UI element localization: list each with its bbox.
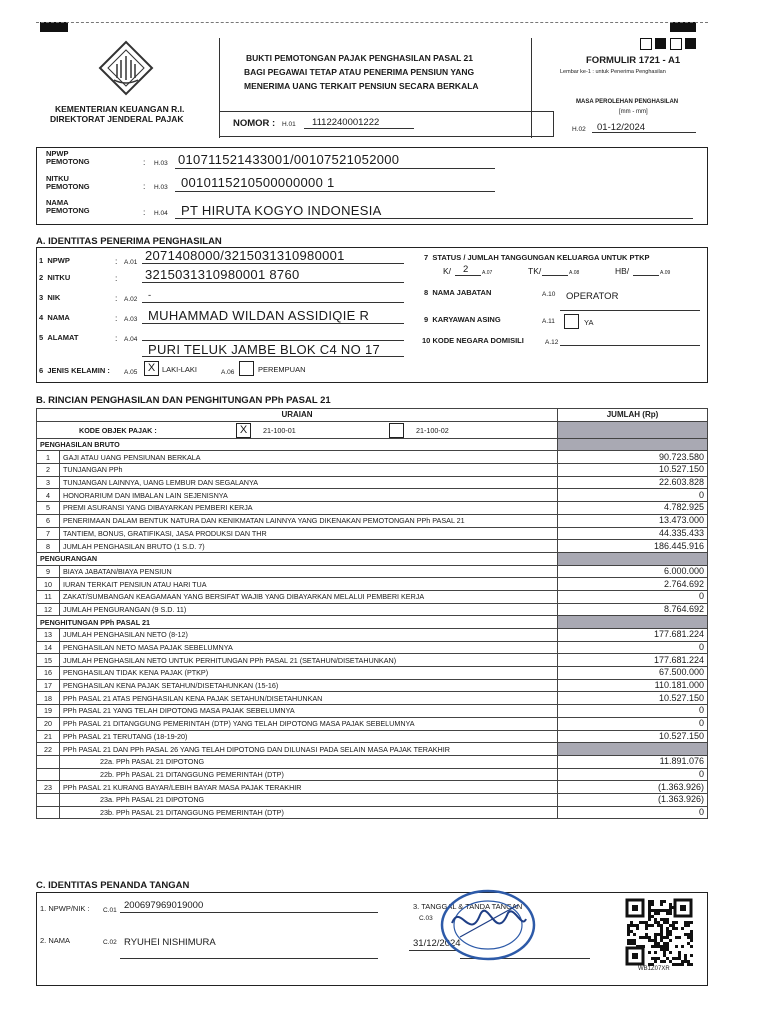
row-number: 11 (37, 590, 60, 603)
nomor-label: NOMOR : (233, 118, 276, 129)
row-value (558, 743, 708, 756)
section-header-row (37, 438, 708, 451)
a5-label: 5 ALAMAT (39, 333, 79, 342)
row-value: 6.000.000 (558, 565, 708, 578)
row-label: TUNJANGAN LAINNYA, UANG LEMBUR DAN SEGALANYA (60, 476, 558, 489)
section-a-box (36, 247, 708, 383)
row-number: 7 (37, 527, 60, 540)
a1-underline (142, 263, 404, 264)
a3-value: - (148, 290, 152, 301)
form-title-2: BAGI PEGAWAI TETAP ATAU PENERIMA PENSIUN YANG (244, 67, 475, 77)
row-label: TUNJANGAN PPh (60, 464, 558, 477)
a9-code: A.11 (542, 318, 555, 325)
row-label: JUMLAH PENGHASILAN BRUTO (1 S.D. 7) (60, 540, 558, 553)
nitku-pemotong-label: NITKU PEMOTONG (46, 174, 90, 191)
row-value: 186.445.916 (558, 540, 708, 553)
form-title-3: MENERIMA UANG TERKAIT PENSIUN SECARA BERKALA (244, 81, 479, 91)
a6-code-2: A.06 (221, 369, 235, 376)
ministry-name: KEMENTERIAN KEUANGAN R.I. (55, 104, 185, 114)
qr-caption: WB1Z07XR (638, 966, 670, 972)
hb-underline (633, 275, 659, 276)
row-label: JUMLAH PENGHASILAN NETO UNTUK PERHITUNGAN PPh PASAL 21 (SETAHUN/DISETAHUNKAN) (60, 654, 558, 667)
row-label: PENERIMAAN DALAM BENTUK NATURA DAN KENIKMATAN LAINNYA YANG DIKENAKAN PEMOTONGAN PPh PASAL 21 (60, 514, 558, 527)
nomor-code: H.01 (282, 121, 296, 128)
row-value: (1.363.926) (558, 793, 708, 806)
row-number (37, 806, 60, 819)
row-number: 10 (37, 578, 60, 591)
row-label: GAJI ATAU UANG PENSIUNAN BERKALA (60, 451, 558, 464)
table-row (37, 679, 708, 692)
perempuan-label: PEREMPUAN (258, 365, 306, 374)
c2-underline (120, 958, 378, 959)
a3-label: 3 NIK (39, 293, 61, 302)
a4-value: MUHAMMAD WILDAN ASSIDIQIE R (148, 308, 370, 323)
kode-21-100-01-checkbox[interactable]: X (236, 423, 251, 438)
table-row (37, 730, 708, 743)
table-row (37, 527, 708, 540)
colon: : (143, 181, 146, 191)
rincian-table (36, 408, 708, 819)
row-label: PPh PASAL 21 DITANGGUNG PEMERINTAH (DTP) YANG TELAH DIPOTONG MASA PAJAK SEBELUMNYA (60, 717, 558, 730)
table-row (37, 667, 708, 680)
nomor-top-line (220, 111, 554, 112)
nomor-value: 1112240001222 (312, 117, 380, 128)
colon: : (143, 207, 146, 217)
row-number: 12 (37, 603, 60, 616)
kode-21-100-01-label: 21-100-01 (263, 425, 296, 435)
table-row (37, 641, 708, 654)
nitku-pemotong-code: H.03 (154, 184, 168, 191)
a2-value: 3215031310980001 8760 (145, 267, 300, 282)
c1-code: C.01 (103, 907, 117, 914)
a10-code: A.12 (545, 339, 559, 346)
karyawan-asing-ya: YA (584, 318, 594, 327)
table-row (37, 578, 708, 591)
a5-value: PURI TELUK JAMBE BLOK C4 NO 17 (148, 342, 380, 357)
nomor-right-border (553, 111, 554, 137)
table-row (37, 540, 708, 553)
a8-label: 8 NAMA JABATAN (424, 288, 492, 297)
row-number (37, 768, 60, 781)
row-number: 2 (37, 464, 60, 477)
table-row (37, 654, 708, 667)
row-label: TANTIEM, BONUS, GRATIFIKASI, JASA PRODUKSI DAN THR (60, 527, 558, 540)
table-row (37, 464, 708, 477)
row-value: 0 (558, 705, 708, 718)
row-label: IURAN TERKAIT PENSIUN ATAU HARI TUA (60, 578, 558, 591)
row-number: 23 (37, 781, 60, 794)
laki-laki-checkbox[interactable]: X (144, 361, 159, 376)
row-number: 1 (37, 451, 60, 464)
section-header: PENGHASILAN BRUTO (37, 438, 558, 451)
a5-underline-2 (142, 356, 404, 357)
hb-code: A.09 (660, 270, 671, 276)
row-value: 13.473.000 (558, 514, 708, 527)
row-label: 23b. PPh PASAL 21 DITANGGUNG PEMERINTAH (DTP) (60, 806, 558, 819)
c2-code: C.02 (103, 939, 117, 946)
a10-label: 10 KODE NEGARA DOMISILI (422, 336, 524, 345)
table-row (37, 565, 708, 578)
row-value: 11.891.076 (558, 755, 708, 768)
row-value: 8.764.692 (558, 603, 708, 616)
table-row (37, 476, 708, 489)
c2-value: RYUHEI NISHIMURA (124, 937, 216, 948)
nama-pemotong-value: PT HIRUTA KOGYO INDONESIA (181, 203, 382, 218)
colon: : (115, 313, 118, 323)
colon: : (143, 157, 146, 167)
kode-objek-label: KODE OBJEK PAJAK : (79, 425, 157, 435)
table-row (37, 806, 708, 819)
k-label: K/ (443, 266, 452, 276)
table-header-row (37, 409, 708, 422)
table-row (37, 590, 708, 603)
row-label: PPh PASAL 21 ATAS PENGHASILAN KENA PAJAK SETAHUN/DISETAHUNKAN (60, 692, 558, 705)
k-value: 2 (463, 264, 469, 275)
masa-sub: [mm - mm] (619, 109, 648, 115)
header-divider-right (531, 38, 532, 138)
table-row (37, 717, 708, 730)
karyawan-asing-checkbox[interactable] (564, 314, 579, 329)
row-number: 13 (37, 629, 60, 642)
row-label: 22a. PPh PASAL 21 DIPOTONG (60, 755, 558, 768)
row-value: 44.335.433 (558, 527, 708, 540)
npwp-pemotong-code: H.03 (154, 160, 168, 167)
row-value: 0 (558, 806, 708, 819)
nitku-pemotong-value: 0010115210500000000 1 (181, 175, 335, 190)
kode-21-100-02-checkbox[interactable] (389, 423, 404, 438)
colon: : (115, 273, 118, 283)
shade-cell (558, 438, 708, 451)
masa-label: MASA PEROLEHAN PENGHASILAN (576, 99, 679, 105)
table-row (37, 514, 708, 527)
table-row (37, 781, 708, 794)
a4-code: A.03 (124, 316, 138, 323)
row-value: 10.527.150 (558, 692, 708, 705)
row-value: 177.681.224 (558, 654, 708, 667)
shade-cell (558, 616, 708, 629)
row-value: 0 (558, 590, 708, 603)
c1-label: 1. NPWP/NIK : (40, 904, 90, 913)
row-number: 3 (37, 476, 60, 489)
row-value: 4.782.925 (558, 502, 708, 515)
c2-label: 2. NAMA (40, 936, 71, 945)
row-number: 18 (37, 692, 60, 705)
row-label: PENGHASILAN KENA PAJAK SETAHUN/DISETAHUNKAN (15-16) (60, 679, 558, 692)
row-label: JUMLAH PENGURANGAN (9 S.D. 11) (60, 603, 558, 616)
qr-code (625, 898, 693, 966)
form-box-marks (640, 38, 700, 50)
table-row (37, 603, 708, 616)
a2-underline (142, 282, 404, 283)
shade-cell (558, 552, 708, 565)
table-row (37, 489, 708, 502)
row-number: 8 (37, 540, 60, 553)
header-divider-left (219, 38, 220, 138)
kode-objek-cell (37, 421, 558, 438)
form-name: FORMULIR 1721 - A1 (586, 55, 681, 66)
signature-date: 31/12/2024 (413, 938, 461, 949)
table-row (37, 692, 708, 705)
a1-code: A.01 (124, 259, 138, 266)
row-number: 16 (37, 667, 60, 680)
row-label: JUMLAH PENGHASILAN NETO (8-12) (60, 629, 558, 642)
a1-label: 1 NPWP (39, 256, 70, 265)
row-number: 14 (37, 641, 60, 654)
a9-label: 9 KARYAWAN ASING (424, 315, 501, 324)
a1-value: 2071408000/3215031310980001 (145, 248, 345, 263)
row-value: 10.527.150 (558, 730, 708, 743)
row-number (37, 793, 60, 806)
row-number: 19 (37, 705, 60, 718)
row-label: 22b. PPh PASAL 21 DITANGGUNG PEMERINTAH (DTP) (60, 768, 558, 781)
masa-value: 01-12/2024 (597, 122, 646, 133)
c3-code: C.03 (419, 915, 433, 922)
form-subtitle: Lembar ke-1 : untuk Penerima Penghasilan (560, 69, 666, 75)
row-label: BIAYA JABATAN/BIAYA PENSIUN (60, 565, 558, 578)
npwp-pemotong-underline (175, 168, 495, 169)
table-row (37, 705, 708, 718)
table-row (37, 451, 708, 464)
kode-objek-row (37, 421, 708, 438)
signature-stamp (438, 885, 538, 965)
row-number (37, 755, 60, 768)
row-label: PPh PASAL 21 TERUTANG (18-19-20) (60, 730, 558, 743)
colon: : (115, 293, 118, 303)
row-label: PENGHASILAN NETO MASA PAJAK SEBELUMNYA (60, 641, 558, 654)
table-row (37, 502, 708, 515)
row-number: 17 (37, 679, 60, 692)
tk-label: TK/ (528, 266, 542, 276)
kode-objek-shade (558, 421, 708, 438)
row-number: 22 (37, 743, 60, 756)
row-value: 0 (558, 717, 708, 730)
section-header-row (37, 616, 708, 629)
nitku-pemotong-underline (175, 191, 495, 192)
row-value: 90.723.580 (558, 451, 708, 464)
tk-code: A.08 (569, 270, 580, 276)
section-header: PENGHITUNGAN PPh PASAL 21 (37, 616, 558, 629)
row-number: 6 (37, 514, 60, 527)
a8-value: OPERATOR (566, 291, 619, 302)
form-title-1: BUKTI PEMOTONGAN PAJAK PENGHASILAN PASAL 21 (246, 53, 474, 63)
row-value: 10.527.150 (558, 464, 708, 477)
row-number: 5 (37, 502, 60, 515)
c1-value: 200697969019000 (124, 900, 204, 911)
a2-label: 2 NITKU (39, 273, 71, 282)
section-a-title: A. IDENTITAS PENERIMA PENGHASILAN (36, 236, 222, 247)
corner-mark-right (670, 22, 696, 32)
row-label: PENGHASILAN TIDAK KENA PAJAK (PTKP) (60, 667, 558, 680)
section-b-title: B. RINCIAN PENGHASILAN DAN PENGHITUNGAN PPh PASAL 21 (36, 395, 331, 406)
hb-label: HB/ (615, 266, 630, 276)
a4-underline (142, 323, 404, 324)
k-underline (455, 275, 481, 276)
directorate-name: DIREKTORAT JENDERAL PAJAK (50, 114, 184, 124)
k-code: A.07 (482, 270, 493, 276)
a7-label: 7 STATUS / JUMLAH TANGGUNGAN KELUARGA UNTUK PTKP (424, 253, 650, 262)
a4-label: 4 NAMA (39, 313, 70, 322)
table-row (37, 768, 708, 781)
row-label: PREMI ASURANSI YANG DIBAYARKAN PEMBERI KERJA (60, 502, 558, 515)
row-value: 110.181.000 (558, 679, 708, 692)
a8-code: A.10 (542, 291, 556, 298)
section-c-title: C. IDENTITAS PENANDA TANGAN (36, 880, 190, 891)
row-label: ZAKAT/SUMBANGAN KEAGAMAAN YANG BERSIFAT WAJIB YANG DIBAYARKAN MELALUI PEMBERI KERJA (60, 590, 558, 603)
colon: : (115, 333, 118, 343)
tk-underline (542, 275, 568, 276)
section-header: PENGURANGAN (37, 552, 558, 565)
a3-code: A.02 (124, 296, 138, 303)
a10-underline (560, 345, 700, 346)
row-value: 0 (558, 768, 708, 781)
nama-pemotong-underline (175, 218, 693, 219)
a5-code: A.04 (124, 336, 138, 343)
corner-mark-left (40, 22, 68, 32)
a8-underline (560, 310, 700, 311)
garuda-logo (97, 40, 155, 96)
a6-code: A.05 (124, 369, 138, 376)
npwp-pemotong-label: NPWP PEMOTONG (46, 149, 90, 166)
row-label: PPh PASAL 21 DAN PPh PASAL 26 YANG TELAH DIPOTONG DAN DILUNASI PADA SELAIN MASA PAJAK TERAKHIR (60, 743, 558, 756)
a6-label: 6 JENIS KELAMIN : (39, 366, 110, 375)
table-row (37, 743, 708, 756)
perempuan-checkbox[interactable] (239, 361, 254, 376)
nomor-bottom-line (220, 136, 554, 137)
a3-underline (142, 302, 404, 303)
nama-pemotong-label: NAMA PEMOTONG (46, 198, 90, 215)
row-value: 0 (558, 489, 708, 502)
masa-code: H.02 (572, 126, 586, 133)
row-number: 20 (37, 717, 60, 730)
row-value: 2.764.692 (558, 578, 708, 591)
row-number: 15 (37, 654, 60, 667)
row-value: (1.363.926) (558, 781, 708, 794)
kode-21-100-02-label: 21-100-02 (416, 425, 449, 435)
table-row (37, 629, 708, 642)
c1-underline (120, 912, 378, 913)
row-label: PPh PASAL 21 YANG TELAH DIPOTONG MASA PAJAK SEBELUMNYA (60, 705, 558, 718)
row-label: 23a. PPh PASAL 21 DIPOTONG (60, 793, 558, 806)
row-number: 21 (37, 730, 60, 743)
nomor-underline (304, 128, 414, 129)
row-value: 0 (558, 641, 708, 654)
masa-underline (592, 132, 696, 133)
laki-laki-label: LAKI-LAKI (162, 365, 198, 374)
nama-pemotong-code: H.04 (154, 210, 168, 217)
top-dotted-line (36, 22, 708, 23)
c3-label: 3. TANGGAL & TANDA TANGAN (413, 902, 523, 911)
table-row (37, 793, 708, 806)
a5-underline-1 (142, 340, 404, 341)
col-uraian: URAIAN (37, 409, 558, 422)
row-value: 67.500.000 (558, 667, 708, 680)
col-jumlah: JUMLAH (Rp) (558, 409, 708, 422)
row-value: 22.603.828 (558, 476, 708, 489)
row-label: HONORARIUM DAN IMBALAN LAIN SEJENISNYA (60, 489, 558, 502)
row-label: PPh PASAL 21 KURANG BAYAR/LEBIH BAYAR MASA PAJAK TERAKHIR (60, 781, 558, 794)
row-value: 177.681.224 (558, 629, 708, 642)
row-number: 4 (37, 489, 60, 502)
row-number: 9 (37, 565, 60, 578)
npwp-pemotong-value: 010711521433001/00107521052000 (178, 152, 400, 167)
section-header-row (37, 552, 708, 565)
table-row (37, 755, 708, 768)
colon: : (115, 256, 118, 266)
